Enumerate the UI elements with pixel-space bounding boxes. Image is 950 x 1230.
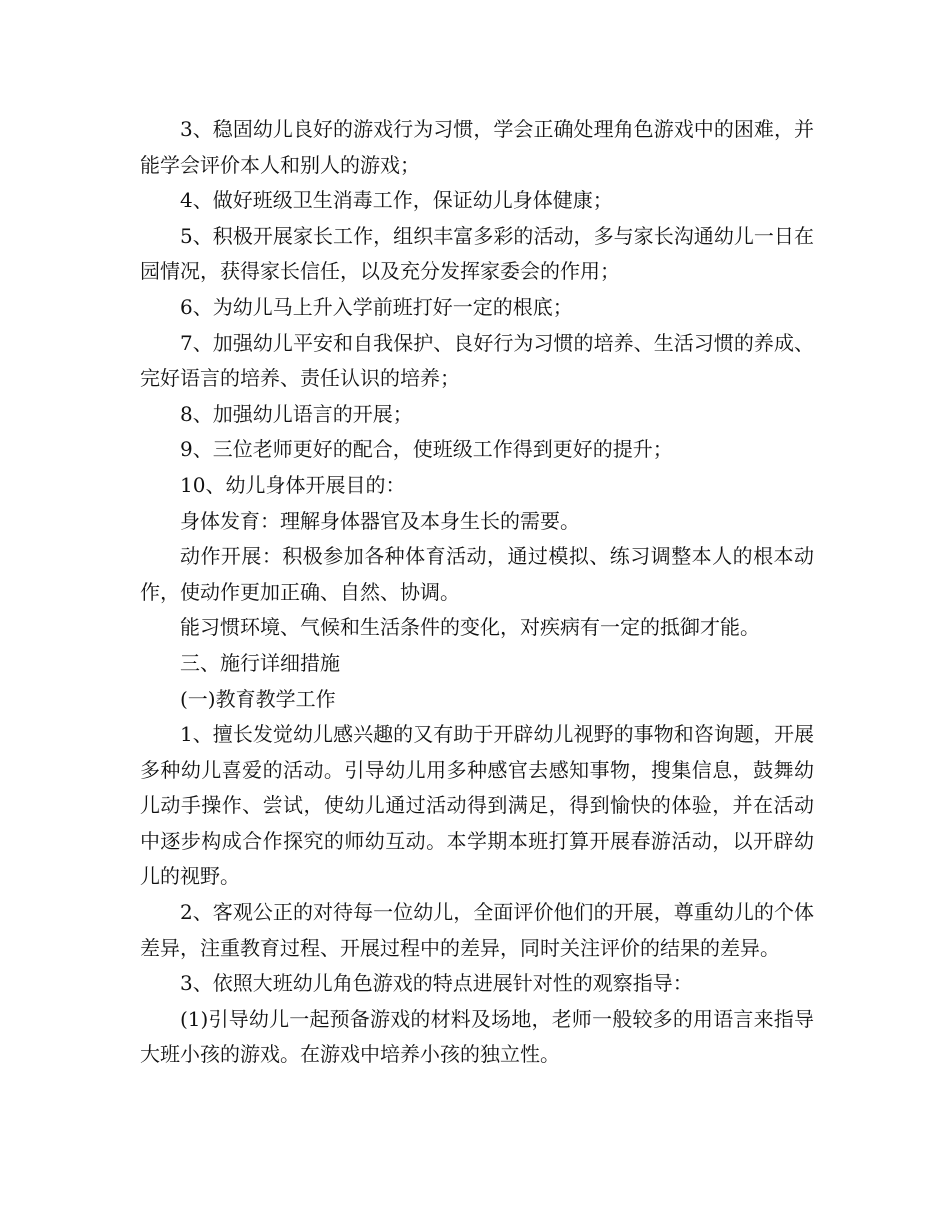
- subsection-heading-teaching: (一)教育教学工作: [180, 686, 336, 711]
- paragraph-goal-8: 8、加强幼儿语言的开展；: [180, 401, 413, 426]
- paragraph-motor-development: 动作开展：积极参加各种体育活动，通过模拟、练习调整本人的根本动作，使动作更加正确、自然、协调。: [140, 544, 814, 604]
- paragraph-adaptation: 能习惯环境、气候和生活条件的变化，对疾病有一定的抵御才能。: [180, 615, 760, 640]
- section-heading-measures: 三、施行详细措施: [180, 650, 340, 675]
- paragraph-measure-3-1: (1)引导幼儿一起预备游戏的材料及场地，老师一般较多的用语言来指导大班小孩的游戏。在游戏中培养小孩的独立性。: [140, 1006, 814, 1067]
- paragraph-measure-1: 1、擅长发觉幼儿感兴趣的又有助于开辟幼儿视野的事物和咨询题，开展多种幼儿喜爱的活动。引导幼儿用多种感官去感知事物，搜集信息，鼓舞幼儿动手操作、尝试，使幼儿通过活动得到满足，得到愉快的体验，并在活动中逐步构成合作探究的师幼互动。本学期本班打算开展春游活动，以开辟幼儿的视野。: [140, 722, 814, 889]
- paragraph-goal-10: 10、幼儿身体开展目的：: [180, 472, 406, 497]
- paragraph-measure-2: 2、客观公正的对待每一位幼儿，全面评价他们的开展，尊重幼儿的个体差异，注重教育过程、开展过程中的差异，同时关注评价的结果的差异。: [140, 900, 814, 960]
- paragraph-goal-5: 5、积极开展家长工作，组织丰富多彩的活动，多与家长沟通幼儿一日在园情况，获得家长信任，以及充分发挥家委会的作用；: [140, 223, 814, 284]
- paragraph-goal-4: 4、做好班级卫生消毒工作，保证幼儿身体健康；: [180, 188, 613, 213]
- paragraph-goal-7: 7、加强幼儿平安和自我保护、良好行为习惯的培养、生活习惯的养成、完好语言的培养、责任认识的培养；: [140, 330, 814, 391]
- paragraph-goal-6: 6、为幼儿马上升入学前班打好一定的根底；: [180, 294, 573, 319]
- paragraph-measure-3: 3、依照大班幼儿角色游戏的特点进展针对性的观察指导：: [180, 971, 693, 996]
- paragraph-goal-3: 3、稳固幼儿良好的游戏行为习惯，学会正确处理角色游戏中的困难，并能学会评价本人和别人的游戏；: [140, 117, 814, 177]
- paragraph-body-development: 身体发育：理解身体器官及本身生长的需要。: [180, 508, 580, 533]
- paragraph-goal-9: 9、三位老师更好的配合，使班级工作得到更好的提升；: [180, 437, 673, 462]
